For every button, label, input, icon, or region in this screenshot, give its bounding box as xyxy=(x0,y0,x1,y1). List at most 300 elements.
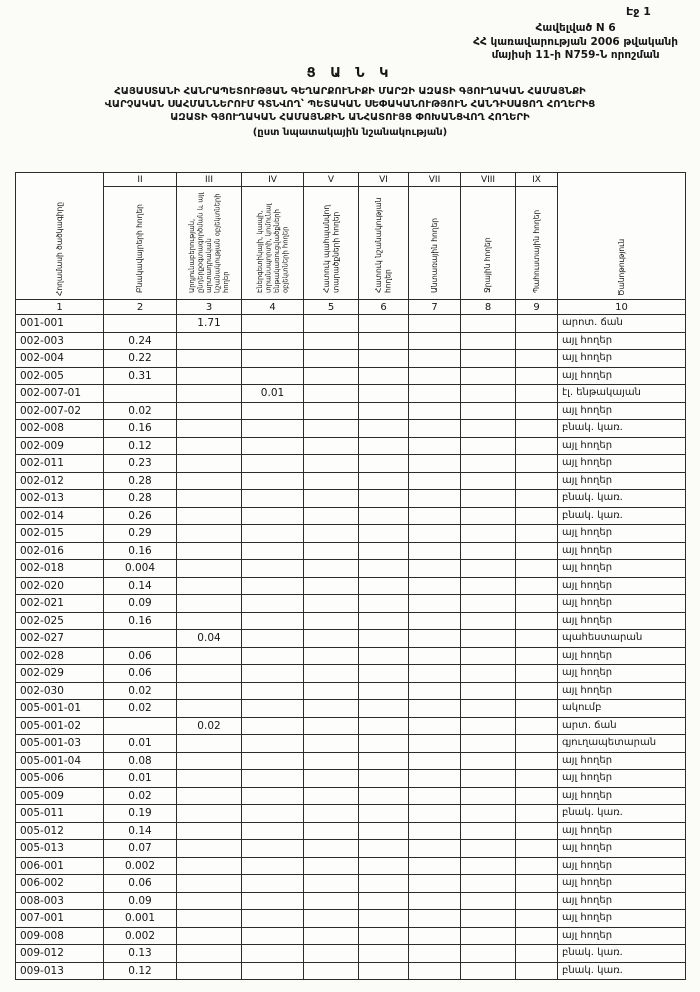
area-value-cell xyxy=(304,840,359,858)
note-cell: գյուղապետարան xyxy=(558,735,686,753)
area-value-cell xyxy=(461,945,516,963)
area-value-cell: 0.31 xyxy=(104,367,177,385)
area-value-cell xyxy=(304,332,359,350)
table-row xyxy=(16,542,686,560)
area-value-cell xyxy=(242,682,304,700)
area-value-cell xyxy=(409,682,461,700)
table-row xyxy=(16,525,686,543)
area-value-cell xyxy=(516,717,558,735)
note-cell: այլ հողեր xyxy=(558,542,686,560)
area-value-cell xyxy=(359,857,409,875)
area-value-cell xyxy=(516,612,558,630)
plot-code-cell: 002-011 xyxy=(16,455,104,473)
title-line-2: ՎԱՐՉԱԿԱՆ ՍԱՀՄԱՆՆԵՐՈՒՄ ԳՏՆՎՈՂ՝ ՊԵՏԱԿԱՆ ՍԵՓԱԿԱՆՈՒԹՅՈՒՆ ՀԱՆԴԻՍԱՑՈՂ ՀՈՂԵՐԻՑ xyxy=(104,99,596,111)
area-value-cell xyxy=(242,752,304,770)
area-value-cell xyxy=(304,560,359,578)
area-value-cell xyxy=(359,455,409,473)
plot-code-cell: 002-005 xyxy=(16,367,104,385)
area-value-cell xyxy=(461,735,516,753)
area-value-cell xyxy=(177,595,242,613)
plot-code-cell: 002-020 xyxy=(16,577,104,595)
roman-numeral-VI: VI xyxy=(359,173,409,187)
area-value-cell xyxy=(409,385,461,403)
area-value-cell xyxy=(242,910,304,928)
table-row xyxy=(16,315,686,333)
table-row xyxy=(16,665,686,683)
table-row xyxy=(16,437,686,455)
area-value-cell xyxy=(359,647,409,665)
area-value-cell xyxy=(304,910,359,928)
area-value-cell xyxy=(409,612,461,630)
area-value-cell xyxy=(359,892,409,910)
area-value-cell xyxy=(304,402,359,420)
area-value-cell xyxy=(177,927,242,945)
area-value-cell xyxy=(359,542,409,560)
area-value-cell: 0.14 xyxy=(104,577,177,595)
area-value-cell: 0.004 xyxy=(104,560,177,578)
area-value-cell: 0.28 xyxy=(104,472,177,490)
header-water-lands: Ջրային հողեր xyxy=(461,187,516,300)
area-value-cell xyxy=(359,437,409,455)
note-cell: այլ հողեր xyxy=(558,402,686,420)
area-value-cell xyxy=(409,595,461,613)
area-value-cell xyxy=(359,805,409,823)
area-value-cell xyxy=(359,315,409,333)
plot-code-cell: 002-030 xyxy=(16,682,104,700)
note-cell: էլ. ենթակայան xyxy=(558,385,686,403)
table-row xyxy=(16,385,686,403)
table-row xyxy=(16,892,686,910)
plot-code-cell: 005-011 xyxy=(16,805,104,823)
area-value-cell xyxy=(177,857,242,875)
area-value-cell xyxy=(177,525,242,543)
column-number: 4 xyxy=(242,300,304,315)
note-cell: բնակ. կառ. xyxy=(558,805,686,823)
area-value-cell xyxy=(409,525,461,543)
column-number: 5 xyxy=(304,300,359,315)
area-value-cell xyxy=(461,420,516,438)
table-body xyxy=(16,315,686,980)
plot-code-cell: 005-001-03 xyxy=(16,735,104,753)
area-value-cell xyxy=(177,875,242,893)
roman-numeral-III: III xyxy=(177,173,242,187)
area-value-cell xyxy=(359,700,409,718)
area-value-cell xyxy=(242,647,304,665)
area-value-cell xyxy=(516,665,558,683)
area-value-cell: 0.14 xyxy=(104,822,177,840)
plot-code-cell: 005-001-02 xyxy=(16,717,104,735)
area-value-cell xyxy=(461,875,516,893)
table-row xyxy=(16,490,686,508)
area-value-cell: 0.02 xyxy=(104,402,177,420)
area-value-cell xyxy=(461,455,516,473)
area-value-cell xyxy=(461,507,516,525)
area-value-cell xyxy=(304,315,359,333)
area-value-cell xyxy=(516,857,558,875)
column-number: 6 xyxy=(359,300,409,315)
table-row xyxy=(16,682,686,700)
area-value-cell xyxy=(304,490,359,508)
plot-code-cell: 007-001 xyxy=(16,910,104,928)
column-number: 7 xyxy=(409,300,461,315)
area-value-cell xyxy=(461,402,516,420)
area-value-cell: 0.001 xyxy=(104,910,177,928)
area-value-cell xyxy=(242,402,304,420)
plot-code-cell: 002-003 xyxy=(16,332,104,350)
area-value-cell xyxy=(242,892,304,910)
table-row xyxy=(16,332,686,350)
plot-code-cell: 002-016 xyxy=(16,542,104,560)
area-value-cell: 0.01 xyxy=(104,735,177,753)
area-value-cell xyxy=(242,612,304,630)
roman-numeral-V: V xyxy=(304,173,359,187)
area-value-cell xyxy=(177,420,242,438)
note-cell: բնակ. կառ. xyxy=(558,507,686,525)
area-value-cell xyxy=(516,630,558,648)
area-value-cell: 0.02 xyxy=(104,787,177,805)
area-value-cell: 0.26 xyxy=(104,507,177,525)
area-value-cell: 0.19 xyxy=(104,805,177,823)
area-value-cell xyxy=(242,840,304,858)
area-value-cell xyxy=(242,735,304,753)
area-value-cell: 0.22 xyxy=(104,350,177,368)
plot-code-cell: 002-027 xyxy=(16,630,104,648)
note-cell: այլ հողեր xyxy=(558,647,686,665)
area-value-cell xyxy=(242,332,304,350)
area-value-cell xyxy=(516,420,558,438)
area-value-cell xyxy=(177,472,242,490)
area-value-cell xyxy=(461,962,516,980)
area-value-cell xyxy=(516,910,558,928)
land-parcels-table xyxy=(15,172,686,980)
area-value-cell xyxy=(359,752,409,770)
area-value-cell xyxy=(177,892,242,910)
area-value-cell xyxy=(304,665,359,683)
plot-code-cell: 002-014 xyxy=(16,507,104,525)
area-value-cell xyxy=(461,490,516,508)
note-cell: այլ հողեր xyxy=(558,875,686,893)
area-value-cell xyxy=(104,385,177,403)
area-value-cell xyxy=(304,945,359,963)
area-value-cell xyxy=(177,682,242,700)
plot-code-cell: 002-004 xyxy=(16,350,104,368)
area-value-cell: 0.002 xyxy=(104,927,177,945)
column-number: 10 xyxy=(558,300,686,315)
area-value-cell xyxy=(409,945,461,963)
area-value-cell xyxy=(409,647,461,665)
area-value-cell xyxy=(304,350,359,368)
note-cell: այլ հողեր xyxy=(558,857,686,875)
area-value-cell xyxy=(359,717,409,735)
area-value-cell xyxy=(304,717,359,735)
table-row xyxy=(16,472,686,490)
area-value-cell xyxy=(177,560,242,578)
area-value-cell xyxy=(304,962,359,980)
table-row xyxy=(16,630,686,648)
note-cell: ակումբ xyxy=(558,700,686,718)
table-row xyxy=(16,402,686,420)
area-value-cell xyxy=(304,752,359,770)
area-value-cell xyxy=(461,437,516,455)
area-value-cell xyxy=(304,647,359,665)
area-value-cell xyxy=(409,455,461,473)
area-value-cell xyxy=(461,805,516,823)
column-number: 8 xyxy=(461,300,516,315)
plot-code-cell: 005-013 xyxy=(16,840,104,858)
area-value-cell xyxy=(104,315,177,333)
area-value-cell xyxy=(461,630,516,648)
table-row xyxy=(16,367,686,385)
plot-code-cell: 002-021 xyxy=(16,595,104,613)
area-value-cell xyxy=(177,577,242,595)
area-value-cell xyxy=(242,822,304,840)
area-value-cell xyxy=(516,332,558,350)
area-value-cell xyxy=(461,752,516,770)
note-cell: այլ հողեր xyxy=(558,332,686,350)
area-value-cell xyxy=(516,840,558,858)
area-value-cell xyxy=(177,787,242,805)
area-value-cell: 1.71 xyxy=(177,315,242,333)
plot-code-cell: 009-012 xyxy=(16,945,104,963)
note-cell: արոտ. ճան xyxy=(558,315,686,333)
area-value-cell xyxy=(177,455,242,473)
area-value-cell xyxy=(242,927,304,945)
note-cell: այլ հողեր xyxy=(558,367,686,385)
area-value-cell xyxy=(359,507,409,525)
note-cell: այլ հողեր xyxy=(558,910,686,928)
note-cell: բնակ. կառ. xyxy=(558,490,686,508)
header-special-purpose-lands: Հատուկ նշանակության հողեր xyxy=(359,187,409,300)
area-value-cell xyxy=(409,927,461,945)
area-value-cell xyxy=(461,770,516,788)
header-settlement-lands: Բնակավայրերի հողեր xyxy=(104,187,177,300)
column-number: 3 xyxy=(177,300,242,315)
area-value-cell xyxy=(461,595,516,613)
area-value-cell xyxy=(516,560,558,578)
note-cell: արտ. ճան xyxy=(558,717,686,735)
title-line-3: ԱԶԱՏԻ ԳՅՈՒՂԱԿԱՆ ՀԱՄԱՅՆՔԻՆ ԱՆՀԱՏՈՒՅՑ ՓՈԽԱՆՑՎՈՂ ՀՈՂԵՐԻ xyxy=(170,112,530,124)
note-cell: բնակ. կառ. xyxy=(558,420,686,438)
area-value-cell xyxy=(461,787,516,805)
plot-code-cell: 002-013 xyxy=(16,490,104,508)
area-value-cell xyxy=(359,472,409,490)
area-value-cell xyxy=(461,315,516,333)
appendix-line-1: Հավելված N 6 xyxy=(535,22,616,34)
note-cell: այլ հողեր xyxy=(558,472,686,490)
area-value-cell xyxy=(409,490,461,508)
area-value-cell xyxy=(242,437,304,455)
area-value-cell xyxy=(242,700,304,718)
area-value-cell xyxy=(177,647,242,665)
table-row xyxy=(16,735,686,753)
plot-code-cell: 009-008 xyxy=(16,927,104,945)
plot-code-cell: 006-001 xyxy=(16,857,104,875)
area-value-cell xyxy=(304,367,359,385)
plot-code-cell: 005-001-04 xyxy=(16,752,104,770)
area-value-cell xyxy=(409,822,461,840)
area-value-cell xyxy=(461,542,516,560)
area-value-cell: 0.06 xyxy=(104,665,177,683)
note-cell: բնակ. կառ. xyxy=(558,962,686,980)
area-value-cell xyxy=(409,962,461,980)
area-value-cell xyxy=(304,875,359,893)
area-value-cell: 0.04 xyxy=(177,630,242,648)
area-value-cell xyxy=(359,822,409,840)
area-value-cell xyxy=(177,332,242,350)
area-value-cell xyxy=(177,735,242,753)
area-value-cell xyxy=(409,857,461,875)
area-value-cell xyxy=(359,735,409,753)
area-value-cell xyxy=(516,577,558,595)
plot-code-cell: 005-009 xyxy=(16,787,104,805)
area-value-cell xyxy=(516,507,558,525)
area-value-cell xyxy=(359,402,409,420)
area-value-cell xyxy=(242,455,304,473)
area-value-cell xyxy=(409,437,461,455)
area-value-cell xyxy=(304,455,359,473)
area-value-cell xyxy=(461,525,516,543)
area-value-cell xyxy=(516,472,558,490)
table-row xyxy=(16,857,686,875)
area-value-cell xyxy=(359,665,409,683)
note-cell: այլ հողեր xyxy=(558,455,686,473)
area-value-cell xyxy=(359,770,409,788)
table-row xyxy=(16,962,686,980)
area-value-cell xyxy=(359,682,409,700)
area-value-cell xyxy=(516,647,558,665)
area-value-cell xyxy=(516,770,558,788)
area-value-cell xyxy=(409,735,461,753)
note-cell: այլ հողեր xyxy=(558,577,686,595)
area-value-cell xyxy=(242,420,304,438)
area-value-cell xyxy=(359,787,409,805)
area-value-cell xyxy=(304,700,359,718)
area-value-cell xyxy=(242,525,304,543)
area-value-cell: 0.07 xyxy=(104,840,177,858)
appendix-line-3: մայիսի 11-ի N759-Ն որոշման xyxy=(491,49,660,62)
area-value-cell xyxy=(177,542,242,560)
area-value-cell xyxy=(461,385,516,403)
plot-code-cell: 002-007-01 xyxy=(16,385,104,403)
area-value-cell: 0.16 xyxy=(104,420,177,438)
area-value-cell xyxy=(461,840,516,858)
area-value-cell: 0.09 xyxy=(104,595,177,613)
note-cell: այլ հողեր xyxy=(558,560,686,578)
area-value-cell: 0.23 xyxy=(104,455,177,473)
area-value-cell xyxy=(409,840,461,858)
area-value-cell xyxy=(516,315,558,333)
area-value-cell xyxy=(242,367,304,385)
column-number: 9 xyxy=(516,300,558,315)
area-value-cell xyxy=(177,840,242,858)
area-value-cell xyxy=(516,735,558,753)
note-cell: բնակ. կառ. xyxy=(558,945,686,963)
table-row xyxy=(16,840,686,858)
area-value-cell xyxy=(461,665,516,683)
area-value-cell xyxy=(409,717,461,735)
area-value-cell xyxy=(359,420,409,438)
area-value-cell xyxy=(409,560,461,578)
title-line-1: ՀԱՅԱՍՏԱՆԻ ՀԱՆՐԱՊԵՏՈՒԹՅԱՆ ԳԵՂԱՐՔՈՒՆԻՔԻ ՄԱՐԶԻ ԱԶԱՏԻ ԳՅՈՒՂԱԿԱՆ ՀԱՄԱՅՆՔԻ xyxy=(114,86,586,97)
plot-code-cell: 002-009 xyxy=(16,437,104,455)
area-value-cell: 0.01 xyxy=(104,770,177,788)
area-value-cell xyxy=(516,752,558,770)
note-cell: այլ հողեր xyxy=(558,437,686,455)
area-value-cell: 0.28 xyxy=(104,490,177,508)
area-value-cell xyxy=(409,507,461,525)
area-value-cell xyxy=(177,490,242,508)
area-value-cell: 0.08 xyxy=(104,752,177,770)
area-value-cell xyxy=(359,560,409,578)
plot-code-cell: 006-002 xyxy=(16,875,104,893)
table-row xyxy=(16,700,686,718)
area-value-cell xyxy=(359,367,409,385)
roman-numeral-VII: VII xyxy=(409,173,461,187)
area-value-cell xyxy=(359,385,409,403)
area-value-cell xyxy=(516,350,558,368)
area-value-cell xyxy=(242,542,304,560)
plot-code-cell: 001-001 xyxy=(16,315,104,333)
area-value-cell: 0.09 xyxy=(104,892,177,910)
table-row xyxy=(16,910,686,928)
note-cell: այլ հողեր xyxy=(558,595,686,613)
area-value-cell xyxy=(409,892,461,910)
area-value-cell xyxy=(409,332,461,350)
area-value-cell xyxy=(177,752,242,770)
plot-code-cell: 002-028 xyxy=(16,647,104,665)
area-value-cell xyxy=(461,892,516,910)
area-value-cell: 0.002 xyxy=(104,857,177,875)
plot-code-cell: 002-008 xyxy=(16,420,104,438)
note-cell: պահեստարան xyxy=(558,630,686,648)
area-value-cell xyxy=(461,857,516,875)
area-value-cell xyxy=(242,665,304,683)
title-block xyxy=(0,66,700,138)
area-value-cell: 0.16 xyxy=(104,542,177,560)
area-value-cell xyxy=(304,437,359,455)
area-value-cell: 0.24 xyxy=(104,332,177,350)
area-value-cell xyxy=(359,595,409,613)
area-value-cell xyxy=(177,822,242,840)
area-value-cell xyxy=(409,367,461,385)
area-value-cell xyxy=(359,910,409,928)
plot-code-cell: 002-029 xyxy=(16,665,104,683)
roman-numeral-IX: IX xyxy=(516,173,558,187)
note-cell: այլ հողեր xyxy=(558,892,686,910)
area-value-cell xyxy=(242,962,304,980)
note-cell: այլ հողեր xyxy=(558,840,686,858)
area-value-cell: 0.06 xyxy=(104,647,177,665)
area-value-cell xyxy=(177,665,242,683)
area-value-cell xyxy=(304,385,359,403)
area-value-cell xyxy=(461,682,516,700)
area-value-cell xyxy=(461,717,516,735)
note-header-label: Ծանոթություն xyxy=(616,238,626,296)
plot-code-cell: 009-013 xyxy=(16,962,104,980)
area-value-cell xyxy=(177,350,242,368)
area-value-cell xyxy=(304,682,359,700)
column-number: 1 xyxy=(16,300,104,315)
area-value-cell xyxy=(304,507,359,525)
area-value-cell xyxy=(516,805,558,823)
table-row xyxy=(16,612,686,630)
area-value-cell xyxy=(242,770,304,788)
area-value-cell xyxy=(304,805,359,823)
area-value-cell xyxy=(177,367,242,385)
table-row xyxy=(16,420,686,438)
table-row xyxy=(16,875,686,893)
area-value-cell xyxy=(304,857,359,875)
